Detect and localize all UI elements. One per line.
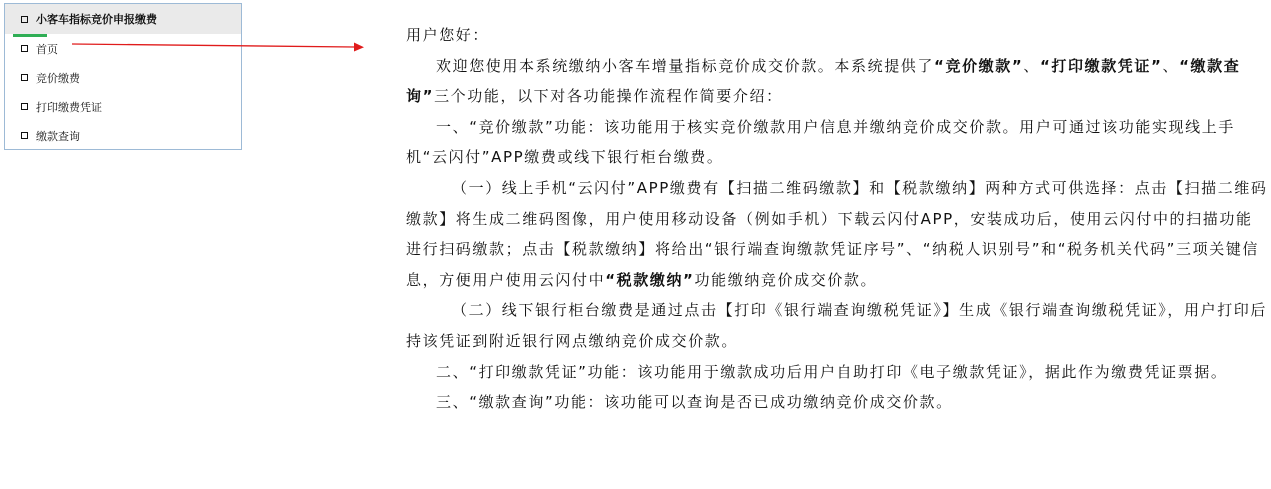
intro-text: 欢迎您使用本系统缴纳小客车增量指标竞价成交价款。本系统提供了 — [436, 56, 935, 75]
menu-item-bid-payment[interactable] — [5, 63, 241, 92]
active-indicator — [13, 34, 47, 37]
feature-name-print-voucher: “打印缴款凭证” — [1039, 56, 1163, 75]
menu-item-label: 首页 — [36, 42, 58, 56]
feature-name-tax-payment: “税款缴纳” — [605, 270, 695, 289]
separator: 、 — [1023, 56, 1040, 75]
section-text: （一）线上手机“云闪付”APP缴费有【扫描二维码缴款】和【税款缴纳】两种方式可供选择：点击【扫描二维码缴款】将生成二维码图像，用户使用移动设备（例如手机）下载云闪付APP，安装成功后，使用云闪付中的扫描功能进行扫码缴款；点击【税款缴纳】将给出“银行端查询缴款凭证序号”、“纳税人识别号”和“税务机关代码”三项关键信息，方便用户使用云闪付中 — [406, 178, 1268, 289]
section-2-paragraph: 二、“打印缴款凭证”功能：该功能用于缴款成功后用户自助打印《电子缴款凭证》，据此作为缴费凭证票据。 — [436, 362, 1228, 381]
instructions-panel — [406, 20, 1268, 418]
menu-item-label: 缴款查询 — [36, 129, 80, 143]
menu-item-payment-query[interactable] — [5, 121, 241, 150]
intro-text: 三个功能，以下对各功能操作流程作简要介绍： — [434, 87, 783, 106]
annotation-arrow-icon — [72, 40, 364, 54]
greeting: 用户您好： — [406, 26, 490, 44]
menu-title: 小客车指标竞价申报缴费 — [36, 13, 157, 26]
section-text: 功能缴纳竞价成交价款。 — [694, 270, 878, 289]
section-1-1-paragraph — [406, 173, 1268, 295]
section-1-2-paragraph: （二）线下银行柜台缴费是通过点击【打印《银行端查询缴税凭证》】生成《银行端查询缴税凭证》，用户打印后持该凭证到附近银行网点缴纳竞价成交价款。 — [406, 301, 1268, 350]
square-bullet-icon — [21, 74, 28, 81]
section-1-paragraph: 一、“竞价缴款”功能：该功能用于核实竞价缴款用户信息并缴纳竞价成交价款。用户可通过该功能实现线上手机“云闪付”APP缴费或线下银行柜台缴费。 — [406, 117, 1235, 167]
menu-header[interactable] — [5, 4, 241, 34]
sidebar-menu — [4, 3, 242, 150]
section-3-paragraph: 三、“缴款查询”功能：该功能可以查询是否已成功缴纳竞价成交价款。 — [436, 393, 953, 412]
separator: 、 — [1162, 56, 1180, 75]
square-bullet-icon — [21, 103, 28, 110]
square-bullet-icon — [21, 45, 28, 52]
menu-item-print-voucher[interactable] — [5, 92, 241, 121]
menu-item-label: 打印缴费凭证 — [36, 100, 102, 114]
intro-paragraph — [406, 51, 1268, 112]
square-bullet-icon — [21, 16, 28, 23]
square-bullet-icon — [21, 132, 28, 139]
feature-name-payment-query: “缴款查询” — [406, 56, 1241, 106]
feature-name-bid-payment: “竞价缴款” — [934, 56, 1024, 75]
menu-item-label: 竞价缴费 — [36, 71, 80, 85]
